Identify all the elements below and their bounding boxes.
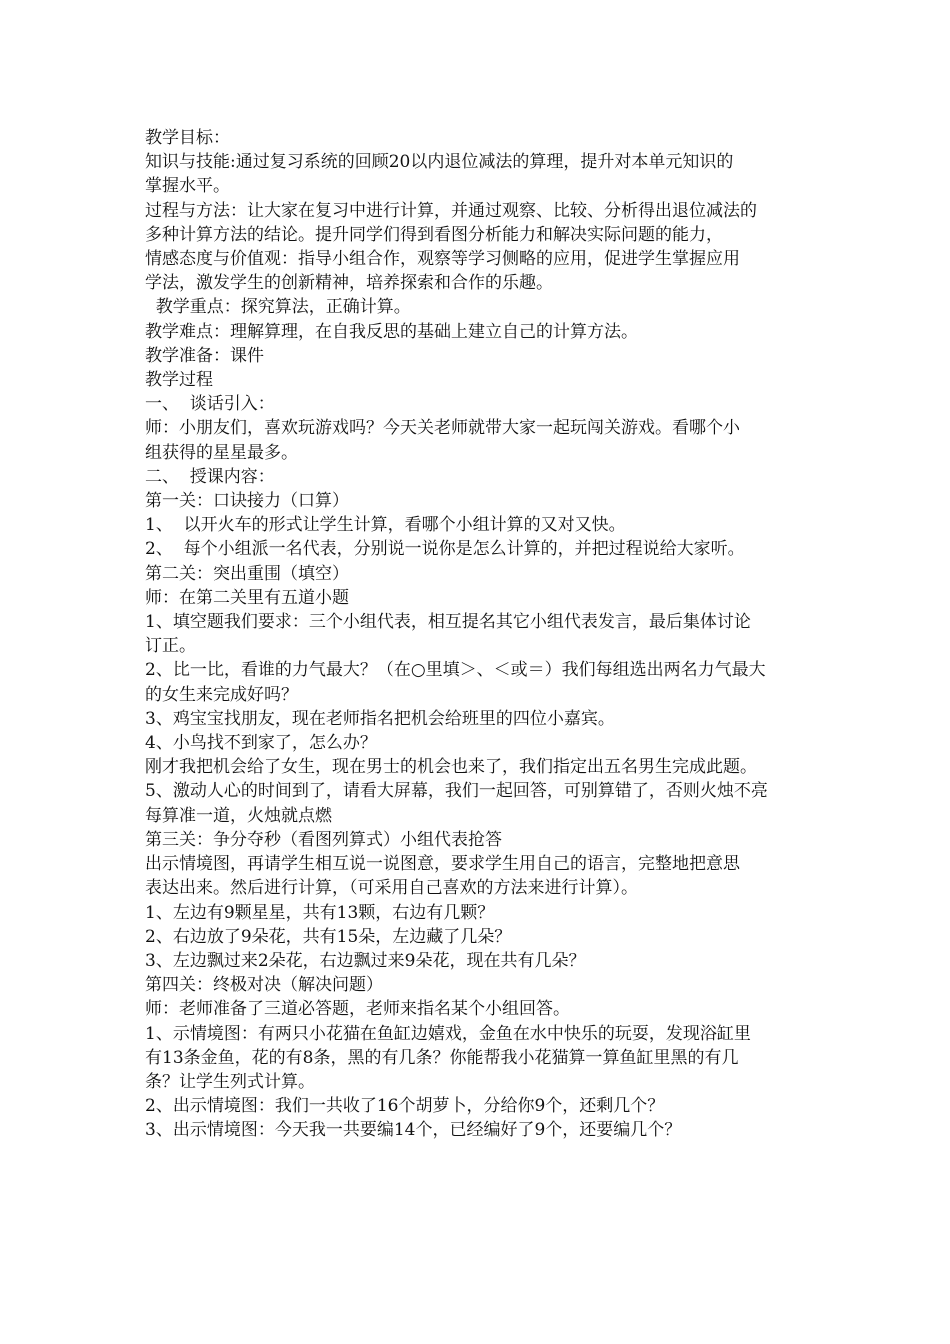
list-item: 2、比一比，看谁的力气最大？（在○里填＞、＜或＝）我们每组选出两名力气最大	[145, 660, 766, 681]
paragraph-line: 表达出来。然后进行计算，（可采用自己喜欢的方法来进行计算）。	[145, 878, 638, 899]
paragraph-line: 师：老师准备了三道必答题，老师来指名某个小组回答。	[145, 999, 570, 1020]
level-heading: 第一关：口诀接力（口算）	[145, 491, 349, 512]
level-heading: 第三关：争分夺秒（看图列算式）小组代表抢答	[145, 829, 502, 850]
paragraph-line: 出示情境图，再请学生相互说一说图意，要求学生用自己的语言，完整地把意思	[145, 854, 740, 875]
difficulty-line: 教学难点：理解算理，在自我反思的基础上建立自己的计算方法。	[145, 321, 638, 342]
paragraph-line: 条？让学生列式计算。	[145, 1071, 315, 1092]
list-item: 5、激动人心的时间到了，请看大屏幕，我们一起回答，可别算错了，否则火烛不亮	[145, 781, 768, 802]
key-point-line: 教学重点：探究算法，正确计算。	[145, 297, 411, 318]
list-item: 1、填空题我们要求：三个小组代表，相互提名其它小组代表发言，最后集体讨论	[145, 612, 751, 633]
list-item: 1、 以开火车的形式让学生计算，看哪个小组计算的又对又快。	[145, 515, 626, 536]
paragraph-line: 刚才我把机会给了女生，现在男士的机会也来了，我们指定出五名男生完成此题。	[145, 757, 757, 778]
section-heading: 一、 谈话引入：	[145, 394, 275, 415]
list-item: 3、出示情境图：今天我一共要编14个，已经编好了9个，还要编几个？	[145, 1120, 682, 1141]
level-heading: 第四关：终极对决（解决问题）	[145, 975, 383, 996]
list-item: 1、示情境图：有两只小花猫在鱼缸边嬉戏，金鱼在水中快乐的玩耍，发现浴缸里	[145, 1023, 751, 1044]
paragraph-line: 多种计算方法的结论。提升同学们得到看图分析能力和解决实际问题的能力，	[145, 224, 723, 245]
paragraph-line: 有13条金鱼，花的有8条，黑的有几条？你能帮我小花猫算一算鱼缸里黑的有几	[145, 1047, 739, 1068]
list-item: 3、左边飘过来2朵花，右边飘过来9朵花，现在共有几朵？	[145, 950, 586, 971]
list-item: 2、右边放了9朵花，共有15朵，左边藏了几朵？	[145, 926, 512, 947]
paragraph-line: 组获得的星星最多。	[145, 442, 298, 463]
paragraph-line: 学法，激发学生的创新精神，培养探索和合作的乐趣。	[145, 273, 553, 294]
section-heading: 二、 授课内容：	[145, 466, 275, 487]
paragraph-line: 师：小朋友们，喜欢玩游戏吗？今天关老师就带大家一起玩闯关游戏。看哪个小	[145, 418, 740, 439]
list-item: 2、出示情境图：我们一共收了16个胡萝卜，分给你9个，还剩几个？	[145, 1096, 665, 1117]
heading-teaching-process: 教学过程	[145, 370, 213, 391]
paragraph-line: 师：在第二关里有五道小题	[145, 587, 349, 608]
paragraph-line: 每算准一道，火烛就点燃	[145, 805, 332, 826]
paragraph-line: 订正。	[145, 636, 196, 657]
paragraph-line: 过程与方法：让大家在复习中进行计算，并通过观察、比较、分析得出退位减法的	[145, 200, 757, 221]
list-item: 4、小鸟找不到家了，怎么办？	[145, 733, 377, 754]
list-item: 1、左边有9颗星星，共有13颗，右边有几颗？	[145, 902, 495, 923]
list-item: 2、 每个小组派一名代表，分别说一说你是怎么计算的，并把过程说给大家听。	[145, 539, 745, 560]
preparation-line: 教学准备：课件	[145, 345, 264, 366]
paragraph-line: 情感态度与价值观：指导小组合作，观察等学习侧略的应用，促进学生掌握应用	[145, 249, 740, 270]
paragraph-line: 的女生来完成好吗？	[145, 684, 298, 705]
level-heading: 第二关：突出重围（填空）	[145, 563, 349, 584]
list-item: 3、鸡宝宝找朋友，现在老师指名把机会给班里的四位小嘉宾。	[145, 708, 615, 729]
paragraph-line: 掌握水平。	[145, 176, 230, 197]
paragraph-line: 知识与技能:通过复习系统的回顾20以内退位减法的算理，提升对本单元知识的	[145, 152, 734, 173]
heading-teaching-goals: 教学目标：	[145, 128, 230, 148]
document-body	[145, 126, 825, 1143]
